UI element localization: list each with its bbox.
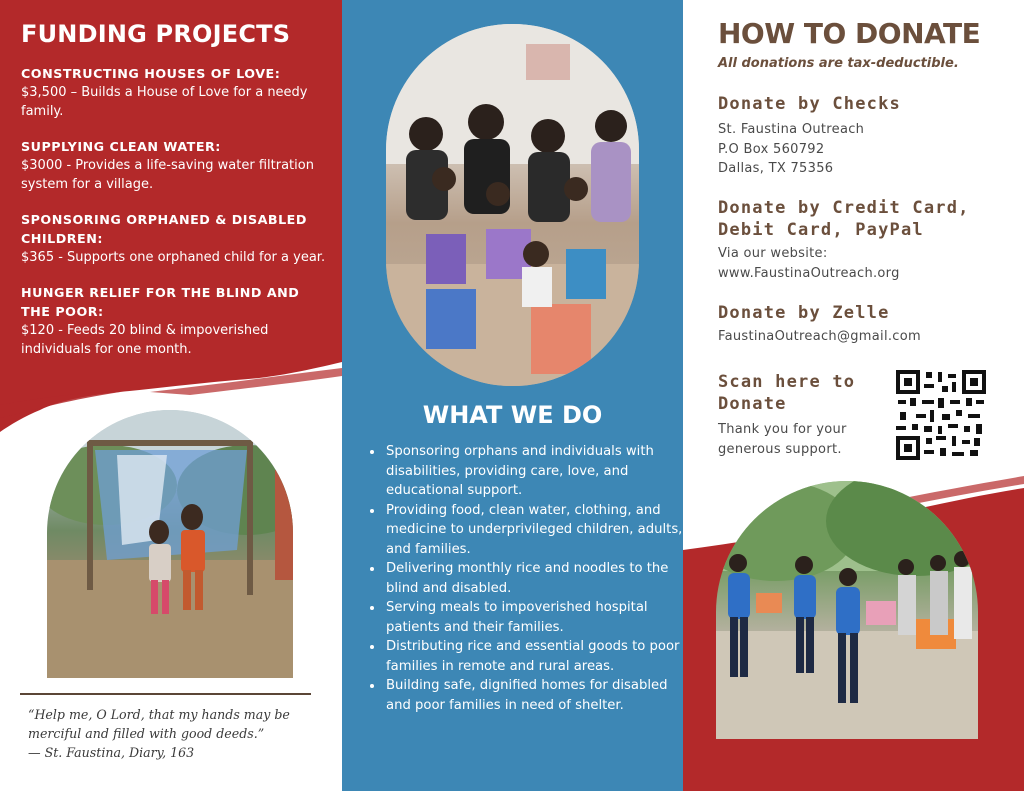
thank-you-line: generous support. [718,441,842,457]
quote-attribution: — St. Faustina, Diary, 163 [28,745,195,760]
funding-item [21,283,326,359]
card-heading-line: Donate by Credit Card, [718,198,970,218]
checks-details [718,120,864,179]
checks-line: St. Faustina Outreach [718,122,865,137]
qr-code-icon[interactable] [896,370,986,460]
divider-line [20,693,311,695]
list-item: • Sponsoring orphans and individuals with disabilities, providing care, love, and educational support. [384,442,683,501]
thank-you-line: Thank you for your [718,422,847,437]
website-link[interactable]: www.FaustinaOutreach.org [718,265,900,281]
volunteers-photo [716,481,978,739]
list-item: • Delivering monthly rice and noodles to the blind and disabled. [384,559,683,598]
card-line: Via our website: [718,246,828,261]
checks-heading: Donate by Checks [718,94,901,114]
funding-panel [0,0,342,791]
funding-item-heading: HUNGER RELIEF FOR THE BLIND AND THE POOR: [21,285,300,319]
checks-line: Dallas, TX 75356 [718,161,834,176]
list-item: • Distributing rice and essential goods to poor families in remote and rural areas. [384,637,683,676]
funding-item-description: $120 - Feeds 20 blind & impoverished individuals for one month. [21,323,269,357]
funding-item-heading: SUPPLYING CLEAN WATER: [21,139,221,154]
scan-heading-line: Donate [718,394,787,414]
quote-text: “Help me, O Lord, that my hands may be merciful and filled with good deeds.” [28,707,290,741]
what-we-do-panel [342,0,683,791]
funding-item [21,210,326,267]
funding-item [21,64,326,121]
zelle-heading: Donate by Zelle [718,303,890,323]
funding-item-heading: CONSTRUCTING HOUSES OF LOVE: [21,66,281,81]
card-heading [718,197,970,241]
funding-title: FUNDING PROJECTS [21,20,291,48]
funding-item-heading: SPONSORING ORPHANED & DISABLED CHILDREN: [21,212,307,246]
group-photo [386,24,639,386]
card-details [718,244,900,283]
donate-subtitle: All donations are tax-deductible. [718,56,959,71]
funding-item-description: $365 - Supports one orphaned child for a year. [21,250,326,265]
checks-line: P.O Box 560792 [718,141,825,157]
list-item: • Serving meals to impoverished hospital patients and their families. [384,598,683,637]
scan-heading [718,371,855,415]
children-photo [47,410,293,678]
zelle-email[interactable]: FaustinaOutreach@gmail.com [718,329,921,344]
funding-list [21,64,326,375]
scan-heading-line: Scan here to [718,372,856,392]
faustina-quote [28,705,323,762]
card-heading-line: Debit Card, PayPal [718,220,924,240]
donate-title: HOW TO DONATE [718,17,981,50]
what-we-do-list [368,442,683,715]
list-item: • Building safe, dignified homes for disabled and poor families in need of shelter. [384,676,683,715]
funding-item-description: $3000 - Provides a life-saving water filtration system for a village. [21,158,314,192]
funding-item [21,137,326,194]
what-we-do-title: WHAT WE DO [422,401,603,429]
funding-item-description: $3,500 – Builds a House of Love for a needy family. [21,85,308,119]
donate-panel [683,0,1024,791]
list-item: • Providing food, clean water, clothing, and medicine to underprivileged children, adults, and families. [384,501,683,560]
thank-you-text [718,420,847,459]
